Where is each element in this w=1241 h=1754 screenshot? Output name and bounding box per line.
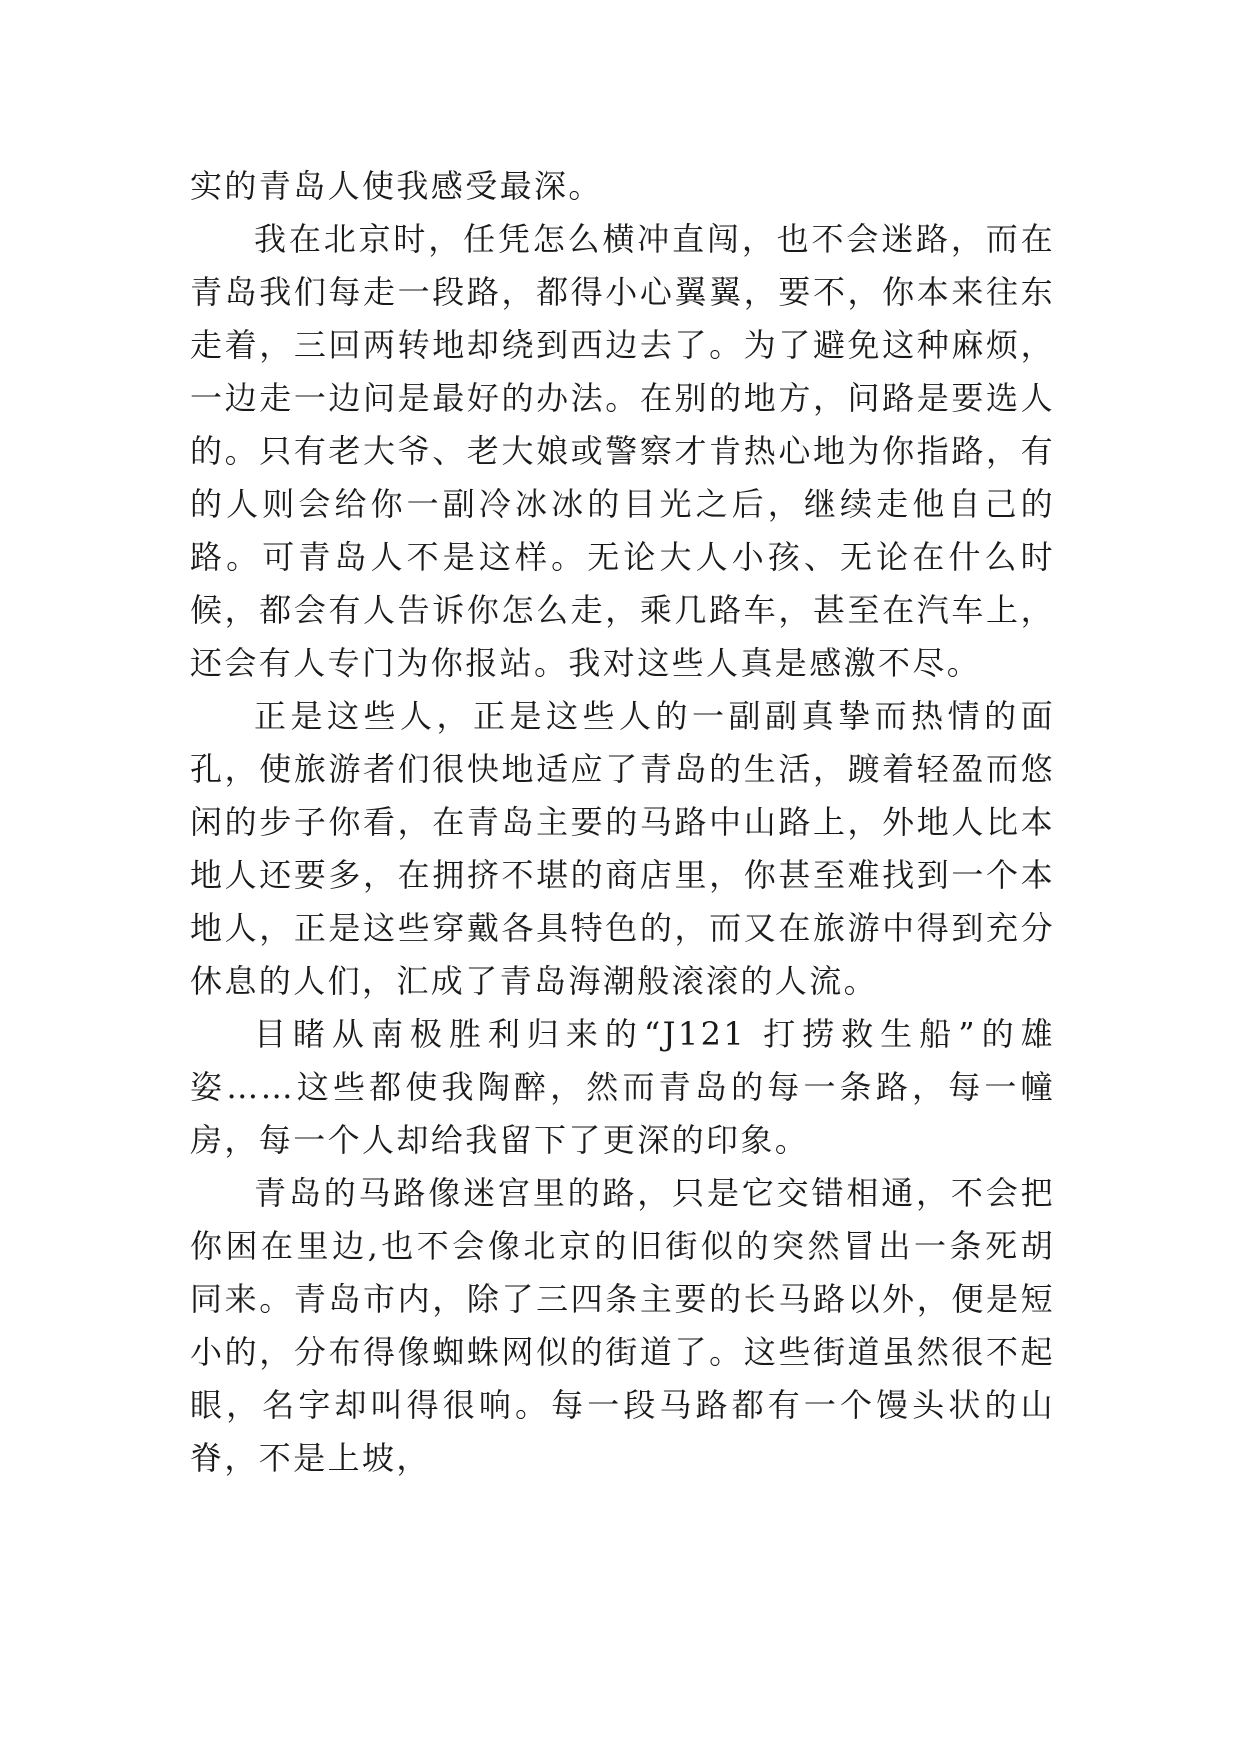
paragraph-4: 目睹从南极胜利归来的“J121 打捞救生船”的雄姿……这些都使我陶醉，然而青岛的每一条路，每一幢房，每一个人却给我留下了更深的印象。	[190, 1015, 1055, 1159]
paragraph-2: 我在北京时，任凭怎么横冲直闯，也不会迷路，而在青岛我们每走一段路，都得小心翼翼，要不，你本来往东走着，三回两转地却绕到西边去了。为了避免这种麻烦，一边走一边问是最好的办法。在别的地方，问路是要选人的。只有老大爷、老大娘或警察才肯热心地为你指路，有的人则会给你一副冷冰冰的目光之后，继续走他自己的路。可青岛人不是这样。无论大人小孩、无论在什么时候，都会有人告诉你怎么走，乘几路车，甚至在汽车上，还会有人专门为你报站。我对这些人真是感激不尽。	[190, 220, 1055, 682]
paragraph-3: 正是这些人，正是这些人的一副副真挚而热情的面孔，使旅游者们很快地适应了青岛的生活，踱着轻盈而悠闲的步子你看，在青岛主要的马路中山路上，外地人比本地人还要多，在拥挤不堪的商店里，你甚至难找到一个本地人，正是这些穿戴各具特色的，而又在旅游中得到充分休息的人们，汇成了青岛海潮般滚滚的人流。	[190, 697, 1055, 1000]
document-body	[190, 160, 1055, 1485]
paragraph-5: 青岛的马路像迷宫里的路，只是它交错相通，不会把你困在里边,也不会像北京的旧街似的突然冒出一条死胡同来。青岛市内，除了三四条主要的长马路以外，便是短小的，分布得像蜘蛛网似的街道了。这些街道虽然很不起眼，名字却叫得很响。每一段马路都有一个馒头状的山脊，不是上坡，	[190, 1174, 1055, 1477]
paragraph-1: 实的青岛人使我感受最深。	[190, 167, 603, 205]
